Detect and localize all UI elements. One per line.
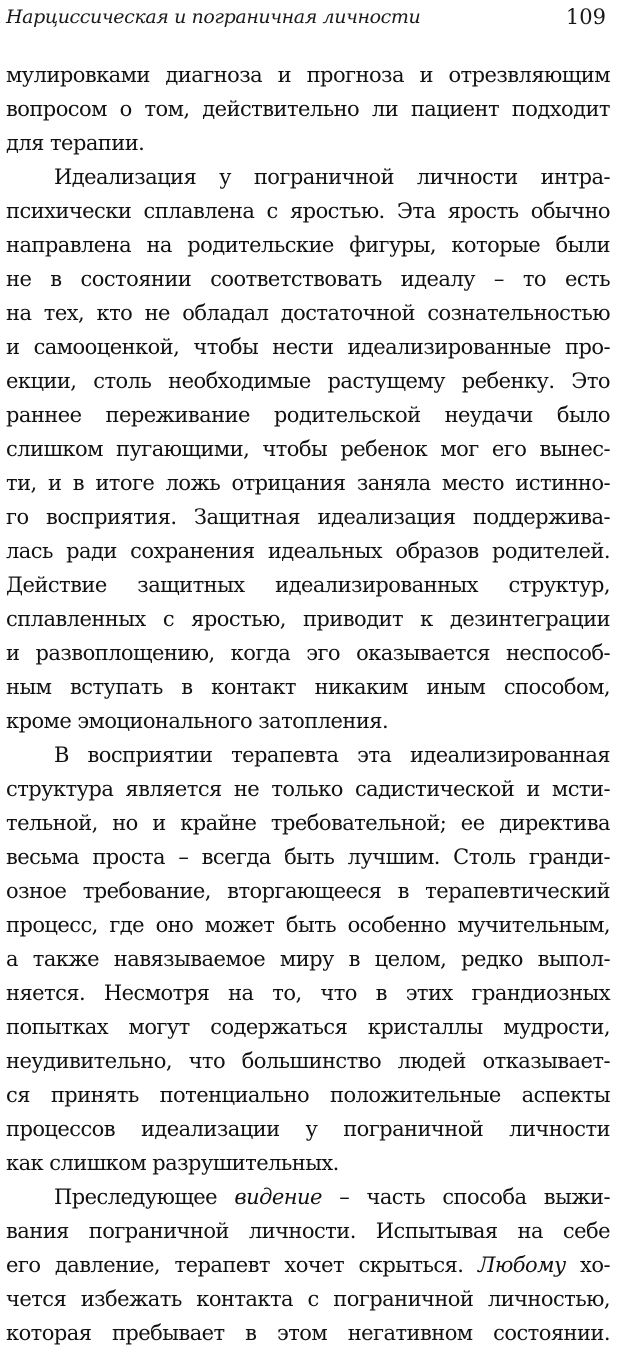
text-run: направлена на родительские фигуры, которые были [6, 233, 610, 257]
text-run: на тех, кто не обладал достаточной сознательностью [6, 301, 610, 325]
text-line [6, 228, 610, 262]
text-line [6, 670, 610, 704]
text-run: структура является не только садистической и мсти- [6, 777, 610, 801]
text-line [6, 466, 610, 500]
text-run: хо- [565, 1253, 610, 1277]
text-line [6, 1180, 610, 1214]
text-run: и самооценкой, чтобы нести идеализированные про- [6, 335, 610, 359]
text-run: – часть способа выжи- [321, 1185, 611, 1209]
running-head [6, 2, 606, 32]
text-run: процессов идеализации у пограничной личности [6, 1117, 610, 1141]
text-line [6, 330, 610, 364]
text-run: озное требование, вторгающееся в терапевтический [6, 879, 610, 903]
text-line [6, 738, 610, 772]
text-line [6, 942, 610, 976]
text-run: для терапии. [6, 131, 145, 155]
text-line [6, 364, 610, 398]
text-line [6, 1112, 610, 1146]
text-line [6, 296, 610, 330]
text-line [6, 1010, 610, 1044]
text-line [6, 1316, 610, 1350]
text-run: няется. Несмотря на то, что в этих грандиозных [6, 981, 610, 1005]
text-run: не в состоянии соответствовать идеалу – то есть [6, 267, 610, 291]
text-run: психически сплавлена с яростью. Эта ярость обычно [6, 199, 610, 223]
text-run: его давление, терапевт хочет скрыться. [6, 1253, 478, 1277]
page-number: 109 [565, 5, 606, 29]
text-run: кроме эмоционального затопления. [6, 709, 389, 733]
text-line [6, 126, 610, 160]
text-run: весьма проста – всегда быть лучшим. Столь гранди- [6, 845, 610, 869]
text-run: В восприятии терапевта эта идеализированная [54, 743, 610, 767]
text-run: попытках могут содержаться кристаллы мудрости, [6, 1015, 610, 1039]
text-run: ти, и в итоге ложь отрицания заняла место истинно- [6, 471, 610, 495]
text-run: неудивительно, что большинство людей отказывает- [6, 1049, 610, 1073]
paragraph [6, 160, 610, 738]
text-line [6, 58, 610, 92]
text-run: Идеализация у пограничной личности интра- [54, 165, 610, 189]
emphasis-text: Любому [477, 1253, 566, 1277]
text-line [6, 1146, 610, 1180]
text-line [6, 976, 610, 1010]
text-run: ся принять потенциально положительные аспекты [6, 1083, 610, 1107]
text-line [6, 806, 610, 840]
text-line [6, 500, 610, 534]
text-run: слишком пугающими, чтобы ребенок мог его вынес- [6, 437, 610, 461]
text-run: сплавленных с яростью, приводит к дезинтеграции [6, 607, 610, 631]
text-line [6, 160, 610, 194]
text-run: которая пребывает в этом негативном состоянии. [6, 1321, 610, 1345]
running-title: Нарциссическая и пограничная личности [6, 6, 421, 28]
text-line [6, 194, 610, 228]
text-line [6, 908, 610, 942]
text-run: екции, столь необходимые растущему ребенку. Это [6, 369, 610, 393]
text-run: процесс, где оно может быть особенно мучительным, [6, 913, 610, 937]
text-line [6, 636, 610, 670]
text-line [6, 432, 610, 466]
emphasis-text: видение [234, 1185, 322, 1209]
text-run: вания пограничной личности. Испытывая на себе [6, 1219, 610, 1243]
text-run: и развоплощению, когда эго оказывается неспособ- [6, 641, 610, 665]
text-line [6, 534, 610, 568]
text-run: ным вступать в контакт никаким иным способом, [6, 675, 610, 699]
text-run: а также навязываемое миру в целом, редко выпол- [6, 947, 610, 971]
text-line [6, 840, 610, 874]
text-run: го восприятия. Защитная идеализация поддержива- [6, 505, 610, 529]
text-line [6, 568, 610, 602]
text-run: как слишком разрушительных. [6, 1151, 339, 1175]
text-line [6, 874, 610, 908]
text-line [6, 1248, 610, 1282]
text-run: тельной, но и крайне требовательной; ее директива [6, 811, 610, 835]
text-run: лась ради сохранения идеальных образов родителей. [6, 539, 610, 563]
text-run: чется избежать контакта с пограничной личностью, [6, 1287, 610, 1311]
text-run: мулировками диагноза и прогноза и отрезвляющим [6, 63, 610, 87]
text-line [6, 92, 610, 126]
text-line [6, 1214, 610, 1248]
text-line [6, 1044, 610, 1078]
text-run: Действие защитных идеализированных структур, [6, 573, 610, 597]
text-run: Преследующее [54, 1185, 235, 1209]
text-line [6, 602, 610, 636]
text-run: вопросом о том, действительно ли пациент подходит [6, 97, 610, 121]
text-line [6, 1282, 610, 1316]
paragraph [6, 58, 610, 160]
text-line [6, 1078, 610, 1112]
text-line [6, 704, 610, 738]
body-text [6, 58, 610, 1350]
text-run: раннее переживание родительской неудачи было [6, 403, 610, 427]
text-line [6, 398, 610, 432]
paragraph [6, 738, 610, 1180]
paragraph [6, 1180, 610, 1350]
text-line [6, 262, 610, 296]
text-line [6, 772, 610, 806]
